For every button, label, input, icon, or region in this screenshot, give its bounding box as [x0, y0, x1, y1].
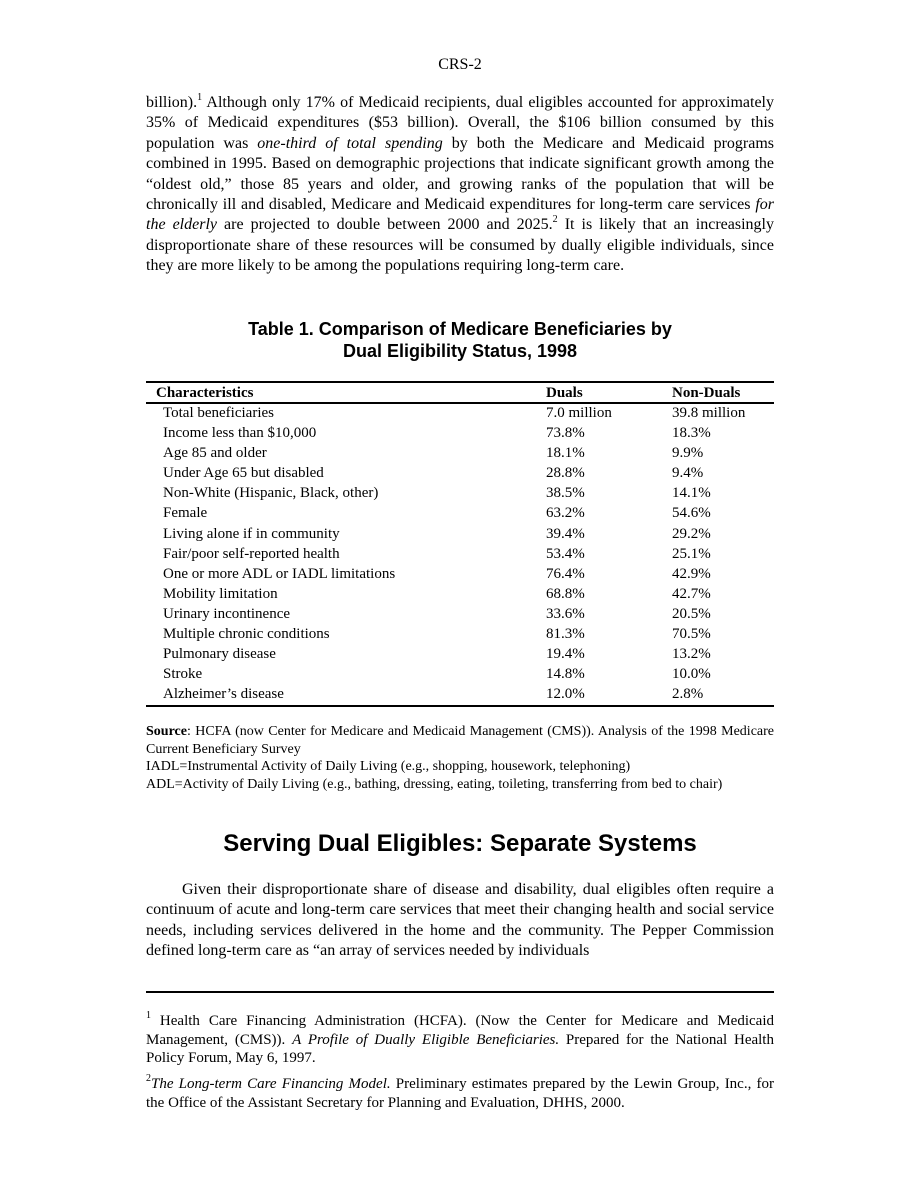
footnote-1-number: 1	[146, 1010, 151, 1021]
footnote-1-title: A Profile of Dually Eligible Beneficiaries.	[292, 1031, 560, 1048]
table-notes	[146, 723, 774, 793]
cell-non-duals: 25.1%	[672, 545, 711, 562]
cell-duals: 63.2%	[546, 505, 585, 522]
cell-non-duals: 70.5%	[672, 626, 711, 643]
cell-characteristic: Urinary incontinence	[163, 605, 291, 622]
source-label: Source	[146, 724, 187, 739]
header-duals: Duals	[546, 382, 672, 403]
table-row	[146, 424, 774, 444]
table-title-line-2: Dual Eligibility Status, 1998	[342, 341, 578, 361]
cell-non-duals: 29.2%	[672, 525, 711, 542]
cell-non-duals: 2.8%	[672, 685, 774, 706]
table-row	[146, 685, 774, 706]
cell-duals: 7.0 million	[546, 405, 612, 421]
cell-duals: 39.4%	[546, 525, 585, 542]
source-text: : HCFA (now Center for Medicare and Medicaid Management (CMS)). Analysis of the 1998 Medicare Current Beneficiary Survey	[146, 724, 774, 757]
intro-text-b: Although only 17% of Medicaid recipients, dual eligibles accounted for approximately 35% of Medicaid expenditures ($53 billion). Overall, the $106 billion consumed by this population was	[146, 94, 774, 152]
intro-text-c: by both the Medicare and Medicaid programs combined in 1995. Based on demographic projections that indicate significant growth among the “oldest old,” those 85 years and older, and growing ranks of the population that will be chronically ill and disabled, Medicare and Medicaid expenditures for long-term care services	[146, 134, 774, 214]
cell-characteristic: Living alone if in community	[163, 525, 340, 542]
cell-characteristic: Stroke	[163, 666, 203, 683]
cell-non-duals: 54.6%	[672, 505, 711, 522]
intro-text-e: It is likely that an increasingly disproportionate share of these resources will be consumed by dually eligible individuals, since they are more likely to be among the populations requiring long-term care.	[146, 216, 775, 275]
table-header-row	[146, 382, 774, 403]
intro-emphasis-2: for the elderly	[146, 196, 774, 234]
footnote-1-text-b: Prepared for the National Health Policy Forum, May 6, 1997.	[146, 1031, 774, 1066]
cell-characteristic: Fair/poor self-reported health	[163, 545, 340, 562]
cell-characteristic: Non-White (Hispanic, Black, other)	[163, 485, 379, 502]
cell-duals: 81.3%	[546, 626, 585, 643]
section-heading: Serving Dual Eligibles: Separate Systems	[223, 830, 697, 857]
cell-duals: 68.8%	[546, 585, 585, 602]
cell-characteristic: Multiple chronic conditions	[163, 626, 330, 643]
cell-non-duals: 42.7%	[672, 585, 711, 602]
cell-duals: 28.8%	[546, 465, 585, 482]
page-number: CRS-2	[438, 56, 482, 73]
cell-characteristic: Total beneficiaries	[163, 405, 274, 421]
table-row	[146, 444, 774, 464]
footnote-1	[146, 1012, 774, 1068]
table-row	[146, 403, 774, 424]
cell-non-duals: 9.9%	[672, 445, 704, 462]
table-row	[146, 545, 774, 565]
section-paragraph: Given their disproportionate share of disease and disability, dual eligibles often require a continuum of acute and long-term care services that meet their changing health and social service needs, including services delivered in the home and the community. The Pepper Commission defined long-term care as “an array of services needed by individuals	[146, 881, 774, 960]
cell-characteristic: One or more ADL or IADL limitations	[163, 565, 396, 582]
table-title-line-1: Table 1. Comparison of Medicare Beneficiaries by	[248, 319, 672, 339]
table-row	[146, 605, 774, 625]
cell-characteristic: Alzheimer’s disease	[146, 685, 546, 706]
cell-non-duals: 18.3%	[672, 425, 711, 442]
cell-characteristic: Female	[163, 505, 208, 522]
header-characteristics: Characteristics	[146, 382, 546, 403]
footnote-2	[146, 1075, 774, 1112]
comparison-table	[146, 381, 774, 707]
cell-duals: 38.5%	[546, 485, 585, 502]
intro-text-d: are projected to double between 2000 and 2025.	[217, 216, 553, 234]
table-row	[146, 645, 774, 665]
iadl-note: IADL=Instrumental Activity of Daily Living (e.g., shopping, housework, telephoning)	[146, 759, 631, 774]
table-row	[146, 665, 774, 685]
cell-duals: 76.4%	[546, 565, 585, 582]
cell-characteristic: Pulmonary disease	[163, 646, 276, 663]
cell-characteristic: Income less than $10,000	[163, 425, 317, 442]
footnote-1-text-a: Health Care Financing Administration (HCFA). (Now the Center for Medicare and Medicaid Management, (CMS)).	[146, 1013, 774, 1048]
header-non-duals: Non-Duals	[672, 382, 774, 403]
cell-characteristic: Age 85 and older	[163, 445, 267, 462]
cell-duals: 12.0%	[546, 685, 672, 706]
cell-characteristic: Under Age 65 but disabled	[163, 465, 324, 482]
cell-duals: 53.4%	[546, 545, 585, 562]
cell-duals: 33.6%	[546, 605, 585, 622]
table-row	[146, 504, 774, 524]
footnote-ref-2[interactable]: 2	[552, 214, 558, 226]
cell-characteristic: Mobility limitation	[163, 585, 278, 602]
table-row	[146, 585, 774, 605]
cell-non-duals: 10.0%	[672, 666, 711, 683]
adl-note: ADL=Activity of Daily Living (e.g., bathing, dressing, eating, toileting, transferring from bed to chair)	[146, 776, 723, 792]
table-row	[146, 565, 774, 585]
table-body	[146, 403, 774, 706]
intro-text-a: billion).	[146, 94, 198, 111]
table-row	[146, 484, 774, 504]
footnote-2-number: 2	[146, 1073, 151, 1084]
cell-non-duals: 20.5%	[672, 605, 711, 622]
cell-non-duals: 13.2%	[672, 646, 711, 663]
footnote-divider	[146, 991, 774, 993]
table-row	[146, 525, 774, 545]
table-row	[146, 625, 774, 645]
intro-paragraph	[146, 93, 774, 277]
cell-duals: 14.8%	[546, 666, 585, 683]
cell-non-duals: 14.1%	[672, 485, 711, 502]
intro-emphasis-1: one-third of total spending	[257, 134, 443, 152]
footnote-2-title: The Long-term Care Financing Model.	[151, 1076, 391, 1092]
cell-non-duals: 42.9%	[672, 565, 711, 582]
cell-duals: 18.1%	[546, 445, 585, 462]
table-row	[146, 464, 774, 484]
table-title	[146, 318, 774, 362]
cell-duals: 19.4%	[546, 646, 585, 663]
cell-non-duals: 39.8 million	[672, 405, 746, 421]
footnote-2-text: Preliminary estimates prepared by the Lewin Group, Inc., for the Office of the Assistant Secretary for Planning and Evaluation, DHHS, 2000.	[146, 1076, 774, 1111]
source-note	[146, 723, 774, 758]
cell-duals: 73.8%	[546, 425, 585, 442]
cell-non-duals: 9.4%	[672, 465, 704, 482]
footnote-ref-1[interactable]: 1	[197, 91, 203, 103]
